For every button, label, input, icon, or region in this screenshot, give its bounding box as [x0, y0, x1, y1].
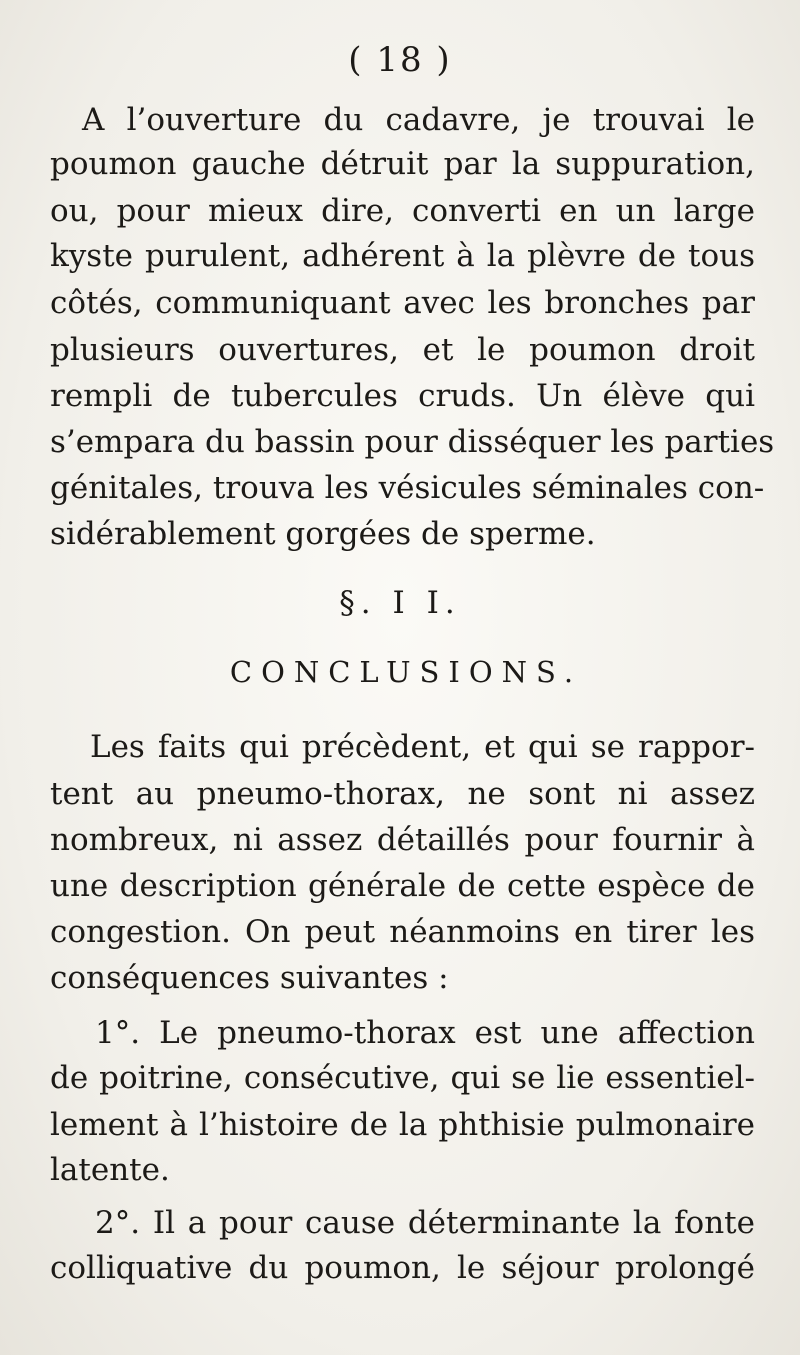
text-line: congestion. On peut néanmoins en tirer les	[50, 914, 755, 950]
section-number: §. I I.	[339, 585, 461, 621]
text-line: Les faits qui précèdent, et qui se rappor-	[90, 729, 755, 765]
text-line: conséquences suivantes :	[50, 960, 449, 996]
text-line: 2°. Il a pour cause déterminante la fonte	[95, 1205, 755, 1241]
text-line: génitales, trouva les vésicules séminales con-	[50, 470, 765, 506]
text-line: latente.	[50, 1152, 170, 1188]
text-line: sidérablement gorgées de sperme.	[50, 516, 596, 552]
text-line: 1°. Le pneumo-thorax est une affection	[95, 1015, 755, 1051]
text-line: nombreux, ni assez détaillés pour fournir à	[50, 822, 755, 858]
text-line: de poitrine, consécutive, qui se lie essentiel-	[50, 1060, 755, 1096]
text-line: s’empara du bassin pour disséquer les parties	[50, 424, 775, 460]
text-line: une description générale de cette espèce de	[50, 868, 755, 904]
text-line: poumon gauche détruit par la suppuration,	[50, 146, 755, 182]
text-line: ou, pour mieux dire, converti en un large	[50, 193, 755, 229]
text-line: rempli de tubercules cruds. Un élève qui	[50, 378, 755, 414]
text-line: côtés, communiquant avec les bronches par	[50, 285, 755, 321]
text-line: lement à l’histoire de la phthisie pulmonaire	[50, 1107, 755, 1143]
text-line: tent au pneumo-thorax, ne sont ni assez	[50, 776, 755, 812]
text-line: A l’ouverture du cadavre, je trouvai le	[82, 102, 755, 138]
section-heading: CONCLUSIONS.	[229, 655, 583, 689]
text-line: colliquative du poumon, le séjour prolongé	[50, 1250, 755, 1286]
text-line: kyste purulent, adhérent à la plèvre de tous	[50, 238, 755, 274]
page-number: ( 18 )	[348, 40, 452, 80]
text-line: plusieurs ouvertures, et le poumon droit	[50, 332, 755, 368]
